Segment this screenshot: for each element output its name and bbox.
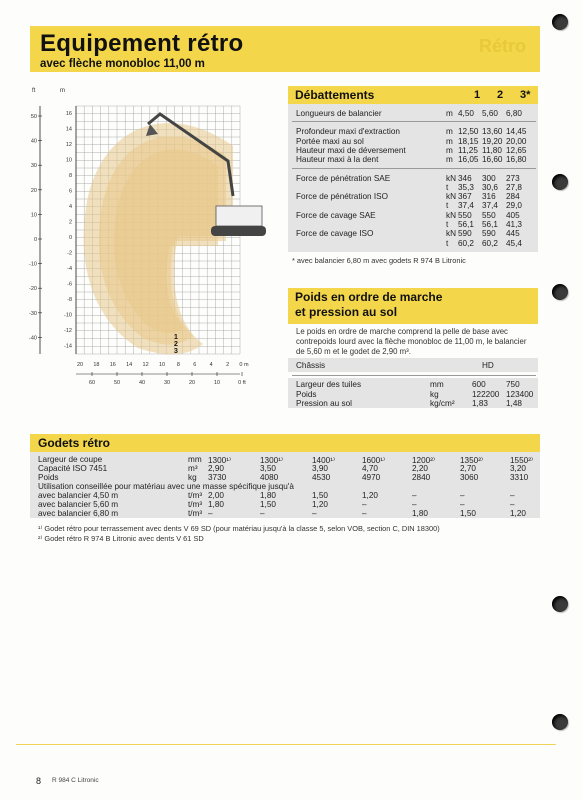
debattements-row	[296, 109, 536, 119]
row-value: –	[460, 491, 465, 500]
bottom-ft-tick-label: 20	[188, 380, 196, 386]
row-label: avec balancier 6,80 m	[38, 509, 119, 518]
row-value: 1,80	[412, 509, 428, 518]
row-value: –	[208, 509, 213, 518]
row-unit: m	[446, 145, 453, 155]
bottom-m-tick-label: 10	[158, 362, 166, 368]
row-unit: kg	[430, 389, 439, 399]
row-label: avec balancier 4,50 m	[38, 491, 119, 500]
ft-tick-label: 50	[30, 114, 37, 120]
chassis-label: Châssis	[296, 361, 326, 370]
row-value: 1600¹⁾	[362, 456, 385, 465]
row-unit: t/m³	[188, 509, 203, 518]
bottom-ft-tick-label: 0 ft	[238, 380, 246, 386]
row-value-2: 316	[482, 192, 496, 202]
bottom-ft-tick-label: 50	[113, 380, 121, 386]
m-tick-label: 6	[68, 188, 72, 195]
m-tick-label: -4	[67, 266, 72, 272]
row-value: 1,20	[362, 491, 378, 500]
row-value: 2,00	[208, 491, 224, 500]
row-value-1: 600	[472, 380, 486, 389]
row-value-1: 550	[458, 210, 472, 220]
row-value: –	[362, 500, 367, 509]
debattements-row	[296, 155, 536, 165]
bottom-ft-tick-label: 10	[213, 380, 221, 386]
ft-tick-label: 20	[30, 187, 37, 194]
row-value-2: 300	[482, 173, 496, 183]
row-value-3: 27,8	[506, 182, 522, 192]
row-value-1: 1,83	[472, 399, 488, 408]
bottom-m-tick-label: 0 m	[239, 362, 249, 368]
m-tick-label: 0	[68, 235, 72, 241]
row-value-1: 18,15	[458, 136, 479, 146]
bottom-ft-tick-label: 40	[138, 380, 146, 386]
row-unit: kN	[446, 192, 457, 202]
page-subtitle: avec flèche monobloc 11,00 m	[40, 58, 205, 70]
row-value: 1,80	[208, 500, 224, 509]
row-value-2: 750	[506, 380, 520, 389]
row-value-2: 13,60	[482, 127, 503, 137]
binder-hole-icon	[552, 14, 568, 30]
row-label: Largeur de coupe	[38, 455, 103, 464]
bottom-m-tick-label: 18	[93, 362, 100, 368]
row-unit: kN	[446, 229, 457, 239]
row-value-1: 37,4	[458, 201, 474, 211]
binder-hole-icon	[552, 714, 568, 730]
row-value: 1,20	[312, 500, 328, 509]
ft-tick-label: -20	[29, 286, 37, 293]
bottom-m-tick-label: 2	[226, 362, 230, 368]
row-value-3: 41,3	[506, 220, 522, 229]
bottom-m-tick-label: 20	[76, 362, 84, 368]
row-value-3: 12,65	[506, 145, 527, 155]
m-tick-label: 4	[68, 204, 72, 210]
debattements-note: * avec balancier 6,80 m avec godets R 974 B Litronic	[292, 256, 466, 265]
row-unit: t	[446, 201, 449, 211]
row-value: –	[312, 509, 317, 518]
page-number: 8	[36, 776, 42, 786]
row-value-3: 405	[506, 210, 520, 220]
chassis-value: HD	[482, 361, 494, 370]
bottom-m-tick-label: 8	[176, 362, 180, 368]
working-range-diagram	[28, 86, 278, 406]
row-value: 1,20	[510, 509, 526, 518]
row-value-2: 590	[482, 229, 496, 239]
row-value: –	[510, 500, 515, 509]
footer-rule	[16, 744, 556, 745]
row-value: –	[510, 491, 515, 500]
row-value: 1,80	[260, 491, 276, 500]
cab	[216, 206, 262, 226]
tracks	[211, 226, 266, 236]
page-model: R 984 C Litronic	[52, 777, 99, 784]
poids-title-line1: Poids en ordre de marche	[295, 290, 443, 304]
row-unit: kN	[446, 173, 457, 183]
row-value: 3,90	[312, 464, 328, 473]
row-value-2: 16,60	[482, 155, 503, 165]
poids-header	[288, 288, 538, 324]
row-unit: mm	[188, 455, 202, 464]
header-ghost-text: Rétro	[478, 36, 526, 56]
ft-tick-label: -40	[29, 335, 37, 342]
row-value: –	[412, 491, 417, 500]
row-value-1: 122200	[472, 389, 500, 399]
binder-hole-icon	[552, 174, 568, 190]
col-header-1: 1	[474, 89, 481, 101]
row-unit: t/m³	[188, 500, 203, 509]
poids-paragraph: Le poids en ordre de marche comprend la pelle de base avec contrepoids lourd avec la flèche monobloc de 11,00 m, le balancier de 5,60 m et le godet de 2,90 m³.	[296, 327, 527, 356]
row-value: 3310	[510, 473, 529, 482]
ft-tick-label: 0	[33, 237, 37, 243]
row-value: 4970	[362, 473, 381, 482]
divider	[292, 375, 536, 376]
debattements-title: Débattements	[295, 88, 375, 102]
row-value: 3,20	[510, 464, 526, 473]
bottom-ft-tick-label: 30	[163, 380, 171, 386]
page-title: Equipement rétro	[40, 30, 244, 57]
row-value-1: 346	[458, 173, 472, 183]
bottom-ft-tick-label: 60	[88, 380, 96, 386]
divider	[292, 168, 536, 169]
row-unit: t	[446, 220, 449, 229]
m-tick-label: 10	[65, 157, 72, 164]
row-value: 2,70	[460, 464, 476, 473]
row-value-3: 6,80	[506, 109, 522, 118]
m-tick-label: -14	[64, 343, 72, 350]
debattements-row	[296, 239, 536, 249]
bottom-m-tick-label: 16	[109, 362, 116, 368]
row-value-3: 273	[506, 173, 520, 183]
row-label: avec balancier 5,60 m	[38, 500, 119, 509]
row-label: Hauteur maxi à la dent	[296, 155, 379, 165]
row-label: Profondeur maxi d'extraction	[296, 127, 400, 137]
row-value: 4530	[312, 473, 331, 482]
m-unit-label: m	[60, 88, 65, 94]
row-value-3: 284	[506, 192, 520, 202]
m-tick-label: -8	[67, 297, 72, 303]
m-tick-label: -10	[64, 312, 72, 319]
row-value-3: 16,80	[506, 155, 527, 165]
ft-tick-label: -10	[29, 261, 37, 268]
debattements-header	[288, 86, 538, 104]
row-value-2: 37,4	[482, 201, 498, 211]
row-value-2: 123400	[506, 389, 534, 399]
poids-title-line2: et pression au sol	[295, 305, 398, 319]
row-value-3: 29,0	[506, 201, 522, 211]
row-unit: m	[446, 136, 453, 146]
row-unit: t	[446, 182, 449, 192]
bottom-m-tick-label: 6	[193, 362, 197, 368]
chassis-row-bg	[288, 358, 538, 372]
row-unit: m³	[188, 464, 198, 473]
row-unit: m	[446, 127, 453, 137]
row-label: Capacité ISO 7451	[38, 464, 108, 473]
row-label: Longueurs de balancier	[296, 109, 382, 118]
ft-tick-label: -30	[29, 310, 37, 317]
row-unit: kg/cm²	[430, 399, 455, 408]
godets-title: Godets rétro	[38, 436, 111, 450]
row-value-1: 60,2	[458, 238, 474, 248]
row-label: Force de cavage SAE	[296, 210, 376, 220]
curve-label-1: 1	[174, 334, 178, 341]
row-value: 1350²⁾	[460, 456, 483, 465]
row-value: 2,90	[208, 464, 224, 473]
row-label: Force de pénétration ISO	[296, 192, 388, 202]
ft-tick-label: 10	[30, 212, 37, 219]
row-value: 3730	[208, 473, 227, 482]
row-unit: kg	[188, 473, 197, 482]
godets-header	[30, 434, 540, 452]
row-value: 2,20	[412, 464, 428, 473]
working-range-svg	[28, 86, 278, 406]
row-value: 1,50	[260, 500, 276, 509]
m-tick-label: -2	[67, 250, 72, 257]
poids-row	[296, 380, 536, 390]
godets-footnote-1: ¹⁾ Godet rétro pour terrassement avec dents V 69 SD (pour matériau jusqu'à la classe 5, selon VOB, section C, DIN 18300)	[38, 524, 440, 533]
divider	[292, 121, 536, 122]
row-label: Hauteur maxi de déversement	[296, 145, 406, 155]
row-value-3: 445	[506, 229, 520, 239]
curve-label-2: 2	[174, 341, 178, 348]
row-value-2: 5,60	[482, 109, 498, 118]
row-value: –	[362, 509, 367, 518]
row-label: Force de cavage ISO	[296, 229, 374, 239]
godets-footnote-2: ²⁾ Godet rétro R 974 B Litronic avec dents V 61 SD	[38, 534, 204, 543]
row-value-1: 4,50	[458, 109, 474, 118]
row-value-3: 14,45	[506, 127, 527, 137]
row-value: 1200²⁾	[412, 456, 435, 465]
row-value: 1,50	[312, 491, 328, 500]
row-unit: t	[446, 238, 449, 248]
curve-label-3: 3	[174, 348, 178, 355]
row-label: Poids	[296, 389, 317, 399]
row-value: –	[412, 500, 417, 509]
row-label: Utilisation conseillée pour matériau avec une masse spécifique jusqu'à	[38, 482, 294, 491]
row-unit: mm	[430, 380, 444, 389]
row-value-1: 590	[458, 229, 472, 239]
ft-tick-label: 30	[30, 163, 37, 170]
row-unit: kN	[446, 210, 457, 220]
row-label: Largeur des tuiles	[296, 380, 362, 389]
row-value: 1300¹⁾	[260, 456, 283, 465]
row-value: 3060	[460, 473, 479, 482]
m-tick-label: 12	[65, 142, 72, 148]
row-value-2: 11,80	[482, 145, 502, 155]
row-label: Poids	[38, 473, 59, 482]
row-value: 3,50	[260, 464, 276, 473]
poids-row	[296, 390, 536, 400]
row-value-1: 12,50	[458, 127, 479, 137]
m-tick-label: 2	[68, 219, 72, 226]
row-value: 1550²⁾	[510, 456, 533, 465]
digging-envelope	[84, 123, 233, 354]
row-value: 4,70	[362, 464, 378, 473]
m-tick-label: 16	[65, 111, 72, 117]
row-value-2: 19,20	[482, 136, 503, 146]
bottom-m-tick-label: 14	[126, 362, 133, 368]
poids-row	[296, 399, 536, 409]
row-value: 1300¹⁾	[208, 456, 231, 465]
m-tick-label: -6	[67, 281, 72, 288]
row-value-2: 30,6	[482, 182, 498, 192]
ft-unit-label: ft	[32, 88, 36, 94]
row-value: –	[460, 500, 465, 509]
col-header-2: 2	[497, 89, 504, 101]
bottom-m-tick-label: 12	[142, 362, 149, 368]
row-value-1: 367	[458, 192, 472, 202]
godets-row	[38, 509, 538, 519]
row-value-3: 45,4	[506, 238, 522, 248]
col-header-3: 3*	[520, 89, 531, 101]
m-tick-label: 8	[68, 173, 72, 179]
row-value-2: 1,48	[506, 399, 522, 408]
row-value-1: 11,25	[458, 145, 478, 155]
row-label: Force de pénétration SAE	[296, 173, 391, 183]
row-value-2: 550	[482, 210, 496, 220]
row-value-1: 35,3	[458, 182, 474, 192]
row-value: –	[260, 509, 265, 518]
row-unit: m	[446, 109, 453, 118]
row-value-2: 60,2	[482, 238, 498, 248]
row-value: 2840	[412, 473, 431, 482]
row-unit: t/m³	[188, 491, 203, 500]
row-value: 4080	[260, 473, 279, 482]
m-tick-label: 14	[65, 126, 72, 133]
row-value-2: 56,1	[482, 220, 498, 229]
row-label: Portée maxi au sol	[296, 136, 364, 146]
row-label: Pression au sol	[296, 399, 352, 408]
row-value: 1400¹⁾	[312, 456, 335, 465]
binder-hole-icon	[552, 284, 568, 300]
row-unit: m	[446, 155, 453, 165]
binder-hole-icon	[552, 596, 568, 612]
row-value-1: 56,1	[458, 220, 474, 229]
ft-tick-label: 40	[30, 138, 37, 145]
m-tick-label: -12	[64, 328, 72, 334]
bottom-m-tick-label: 4	[209, 362, 213, 368]
row-value-1: 16,05	[458, 155, 479, 165]
row-value: 1,50	[460, 509, 476, 518]
row-value-3: 20,00	[506, 136, 527, 146]
